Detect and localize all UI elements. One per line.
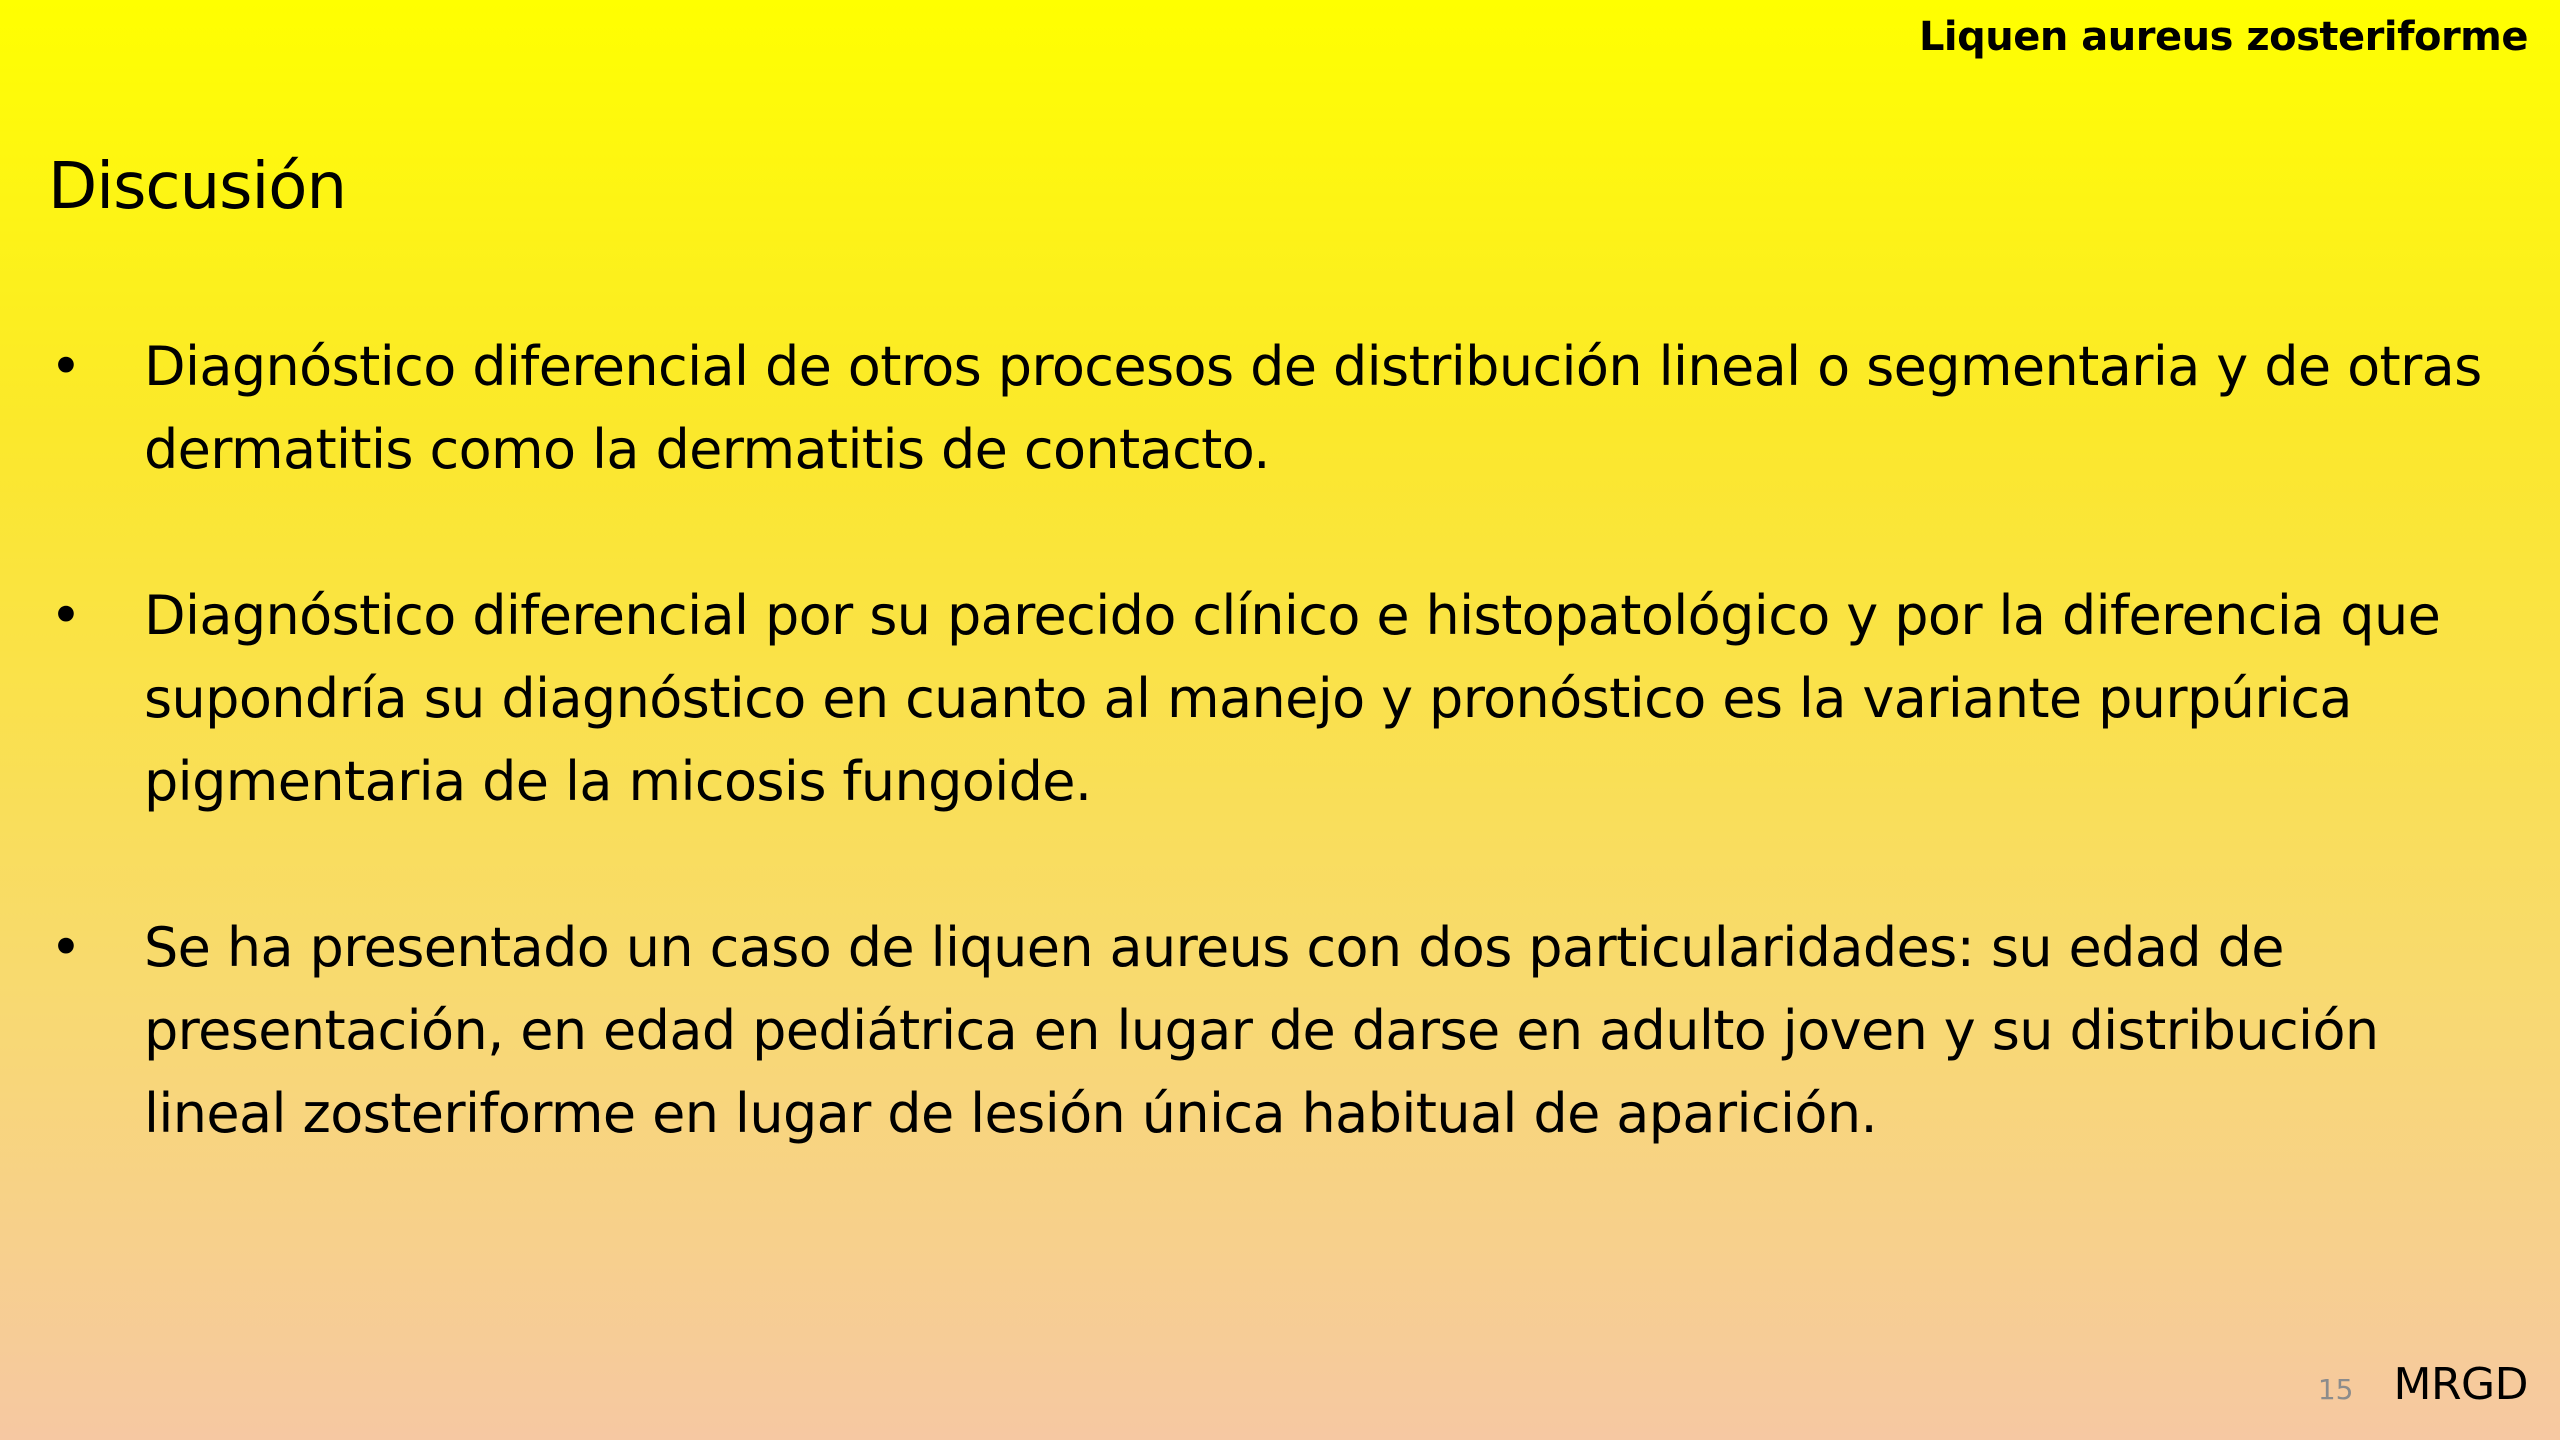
bullet-text: Se ha presentado un caso de liquen aureus con dos particularidades: su edad de presentación, en edad pediátrica en lugar de darse en adulto joven y su distribución lineal zosteriforme en lugar de lesión única habitual de aparición. bbox=[144, 916, 2379, 1145]
slide-number: 15 bbox=[2317, 1373, 2354, 1406]
header-title: Liquen aureus zosteriforme bbox=[1918, 14, 2528, 60]
bullet-icon: • bbox=[50, 584, 82, 647]
footer-author: MRGD bbox=[2393, 1359, 2528, 1410]
bullet-item bbox=[48, 325, 2508, 491]
bullet-text: Diagnóstico diferencial de otros procesos de distribución lineal o segmentaria y de otras dermatitis como la dermatitis de contacto. bbox=[144, 335, 2482, 481]
slide-heading: Discusión bbox=[48, 150, 346, 224]
bullet-list bbox=[48, 325, 2508, 1155]
slide-footer bbox=[2318, 1359, 2528, 1410]
bullet-icon: • bbox=[50, 335, 82, 398]
bullet-item bbox=[48, 574, 2508, 823]
bullet-icon: • bbox=[50, 916, 82, 979]
bullet-item bbox=[48, 906, 2508, 1155]
bullet-text: Diagnóstico diferencial por su parecido clínico e histopatológico y por la diferencia que supondría su diagnóstico en cuanto al manejo y pronóstico es la variante purpúrica pigmentaria de la micosis fungoide. bbox=[144, 584, 2441, 813]
